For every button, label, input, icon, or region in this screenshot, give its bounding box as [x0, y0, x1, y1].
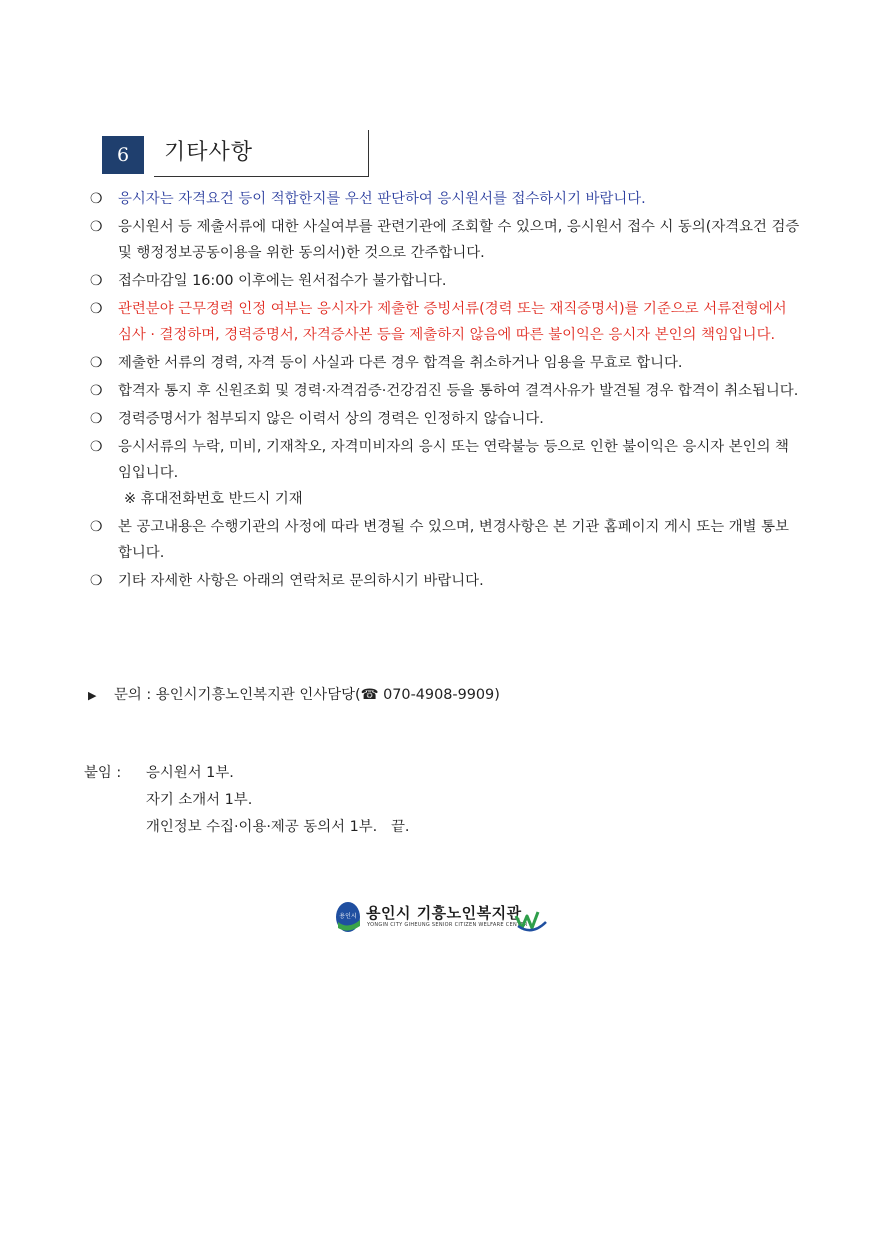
- svg-text:용인시: 용인시: [339, 913, 357, 920]
- triangle-arrow-icon: ▶: [88, 689, 97, 702]
- list-item: [88, 406, 800, 432]
- list-item: [88, 350, 800, 376]
- list-item: [88, 296, 800, 348]
- item-text: 본 공고내용은 수행기관의 사정에 따라 변경될 수 있으며, 변경사항은 본 기관 홈페이지 게시 또는 개별 통보합니다.: [118, 519, 789, 561]
- header-divider: [368, 130, 369, 176]
- item-text: 접수마감일 16:00 이후에는 원서접수가 불가합니다.: [118, 273, 447, 289]
- item-text: 기타 자세한 사항은 아래의 연락처로 문의하시기 바랍니다.: [118, 573, 484, 589]
- list-item: [88, 214, 800, 266]
- item-note: ※ 휴대전화번호 반드시 기재: [124, 491, 303, 507]
- circle-bullet-icon: ❍: [90, 191, 103, 207]
- item-text: 응시원서 등 제출서류에 대한 사실여부를 관련기관에 조회할 수 있으며, 응시원서 접수 시 동의(자격요건 검증 및 행정정보공동이용을 위한 동의서)한 것으로 간주합니다.: [118, 219, 800, 261]
- section-title: 기타사항: [164, 140, 254, 165]
- circle-bullet-icon: ❍: [90, 383, 103, 399]
- section-header: [102, 130, 370, 178]
- organization-logo: [334, 900, 548, 936]
- attachments-label: 붙임 :: [84, 765, 122, 781]
- circle-bullet-icon: ❍: [90, 439, 103, 455]
- item-text: 응시자는 자격요건 등이 적합한지를 우선 판단하여 응시원서를 접수하시기 바랍니다.: [118, 191, 646, 207]
- circle-bullet-icon: ❍: [90, 301, 103, 317]
- list-item: [88, 378, 800, 404]
- item-text: 관련분야 근무경력 인정 여부는 응시자가 제출한 증빙서류(경력 또는 재직증명서)를 기준으로 서류전형에서 심사 · 결정하며, 경력증명서, 자격증사본 등을 제출하지 않음에 따른 불이익은 응시자 본인의 책임입니다.: [118, 301, 787, 343]
- section-number: 6: [102, 136, 144, 174]
- circle-bullet-icon: ❍: [90, 519, 103, 535]
- notice-list: [88, 186, 800, 596]
- logo-subtitle: YONGIN CITY GIHEUNG SENIOR CITIZEN WELFARE CENTER: [367, 922, 528, 928]
- list-item: [88, 434, 800, 512]
- header-underline: [154, 176, 369, 177]
- contact-line: [88, 682, 500, 709]
- contact-text: 문의 : 용인시기흥노인복지관 인사담당(☎ 070-4908-9909): [114, 687, 500, 703]
- circle-bullet-icon: ❍: [90, 273, 103, 289]
- list-item: [88, 268, 800, 294]
- item-text: 합격자 통지 후 신원조회 및 경력·자격검증·건강검진 등을 통하여 결격사유가 발견될 경우 합격이 취소됩니다.: [118, 383, 799, 399]
- city-emblem-icon: [334, 900, 364, 934]
- list-item: [88, 568, 800, 594]
- circle-bullet-icon: ❍: [90, 411, 103, 427]
- item-text: 제출한 서류의 경력, 자격 등이 사실과 다른 경우 합격을 취소하거나 임용을 무효로 합니다.: [118, 355, 683, 371]
- attachments: [84, 760, 409, 841]
- circle-bullet-icon: ❍: [90, 219, 103, 235]
- logo-name: 용인시 기흥노인복지관: [366, 904, 522, 922]
- attachment-item: 자기 소개서 1부.: [146, 792, 253, 808]
- attachment-item: 개인정보 수집·이용·제공 동의서 1부. 끝.: [146, 819, 410, 835]
- circle-bullet-icon: ❍: [90, 355, 103, 371]
- attachment-item: 응시원서 1부.: [146, 765, 234, 781]
- item-text: 경력증명서가 첨부되지 않은 이력서 상의 경력은 인정하지 않습니다.: [118, 411, 544, 427]
- list-item: [88, 186, 800, 212]
- circle-bullet-icon: ❍: [90, 573, 103, 589]
- wave-mark-icon: [514, 904, 548, 932]
- list-item: [88, 514, 800, 566]
- item-text: 응시서류의 누락, 미비, 기재착오, 자격미비자의 응시 또는 연락불능 등으로 인한 불이익은 응시자 본인의 책임입니다.: [118, 439, 789, 481]
